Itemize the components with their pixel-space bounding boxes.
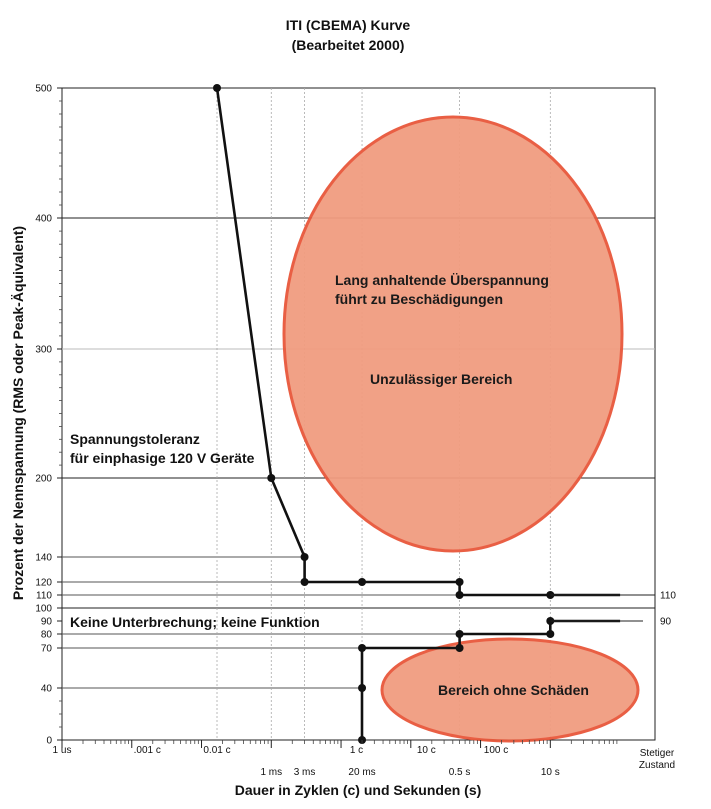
x-tick-label-bottom: 10 s bbox=[540, 767, 560, 778]
series-point bbox=[267, 474, 275, 482]
y-tick-label: 80 bbox=[40, 629, 52, 641]
x-axis-label: Dauer in Zyklen (c) und Sekunden (s) bbox=[234, 782, 482, 798]
series-point bbox=[301, 578, 309, 586]
y-tick-label: 140 bbox=[35, 552, 52, 564]
series-point bbox=[546, 630, 554, 638]
x-tick-label-bottom: 20 ms bbox=[348, 767, 376, 778]
region-text-line: führt zu Beschädigungen bbox=[335, 291, 503, 307]
x-tick-label-bottom: 3 ms bbox=[293, 767, 316, 778]
series-point bbox=[358, 578, 366, 586]
annotation-tolerance: für einphasige 120 V Geräte bbox=[70, 450, 255, 466]
y-tick-label: 120 bbox=[35, 577, 52, 589]
series-point bbox=[358, 644, 366, 652]
steady-state-label: Stetiger bbox=[639, 748, 675, 759]
series-point bbox=[213, 84, 221, 92]
x-tick-label-top: 100 c bbox=[483, 745, 509, 756]
series-point bbox=[358, 684, 366, 692]
y-tick-label: 500 bbox=[35, 83, 52, 95]
steady-state-label: Zustand bbox=[638, 760, 676, 771]
y-tick-label: 90 bbox=[40, 616, 52, 628]
end-label-110: 110 bbox=[660, 590, 676, 602]
x-tick-label-bottom: 0.5 s bbox=[448, 767, 471, 778]
series-point bbox=[456, 630, 464, 638]
y-tick-label: 0 bbox=[46, 735, 52, 747]
x-tick-label-top: 10 c bbox=[416, 745, 436, 756]
x-tick-label-top: .001 c bbox=[133, 745, 161, 756]
y-tick-label: 100 bbox=[35, 603, 52, 615]
y-axis-label: Prozent der Nennspannung (RMS oder Peak-Äquivalent) bbox=[10, 225, 26, 601]
y-tick-label: 400 bbox=[35, 213, 52, 225]
y-tick-label: 40 bbox=[40, 683, 52, 695]
end-label-90: 90 bbox=[660, 616, 672, 628]
region-text-line: Lang anhaltende Überspannung bbox=[335, 272, 549, 288]
series-point bbox=[456, 591, 464, 599]
annotation-tolerance: Spannungstoleranz bbox=[70, 431, 200, 447]
y-tick-label: 200 bbox=[35, 473, 52, 485]
chart-title: ITI (CBEMA) Kurve bbox=[285, 17, 411, 33]
x-tick-label-top: 0.01 c bbox=[203, 745, 231, 756]
chart-subtitle: (Bearbeitet 2000) bbox=[291, 37, 405, 53]
series-point bbox=[456, 578, 464, 586]
x-tick-label-top: 1 us bbox=[52, 745, 72, 756]
x-tick-label-top: 1 c bbox=[349, 745, 364, 756]
y-tick-label: 300 bbox=[35, 344, 52, 356]
series-point bbox=[301, 553, 309, 561]
y-tick-label: 70 bbox=[40, 643, 52, 655]
region-text-label: Unzulässiger Bereich bbox=[370, 371, 513, 387]
annotation-no-interruption: Keine Unterbrechung; keine Funktion bbox=[70, 614, 320, 630]
region-no-damage-label: Bereich ohne Schäden bbox=[438, 682, 589, 698]
region-prohibited bbox=[284, 117, 622, 551]
series-point bbox=[456, 644, 464, 652]
y-tick-label: 110 bbox=[36, 590, 52, 602]
x-tick-label-bottom: 1 ms bbox=[260, 767, 283, 778]
